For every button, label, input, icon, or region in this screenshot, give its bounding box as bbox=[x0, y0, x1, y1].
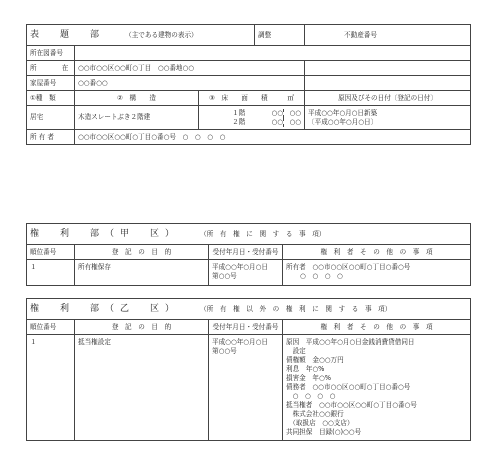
floor2-row bbox=[202, 118, 301, 127]
hyodai-header bbox=[27, 25, 255, 46]
otsuku-line: 抵当権者 ○○市○○区○○町○丁目○番○号 bbox=[286, 401, 417, 409]
kouku-col-junni: 順位番号 bbox=[27, 245, 75, 260]
hyodai-title: 表 題 部 bbox=[30, 29, 106, 40]
shozai-zu-value bbox=[75, 46, 471, 61]
genin-value bbox=[305, 106, 471, 130]
kouku-col-mokuteki: 登 記 の 目 的 bbox=[75, 245, 209, 260]
hyodai-subtitle: （主である建物の表示） bbox=[125, 30, 198, 39]
otsuku-subtitle: （所 有 権 以 外 の 権 利 に 関 す る 事 項） bbox=[200, 304, 392, 313]
floor2-decimal: ○○ bbox=[283, 118, 301, 127]
fudosan-bango-label: 不動産番号 bbox=[344, 30, 377, 39]
kouku-title: 権 利 部（甲 区） bbox=[30, 228, 181, 239]
owner-label: 所 有 者 bbox=[27, 130, 75, 145]
kouku-uketsuke-number: 第○○号 bbox=[212, 272, 237, 280]
col-menseki: ③ 床 面 積 ㎡ bbox=[199, 91, 305, 106]
floor1-row bbox=[202, 109, 301, 118]
kouku-col-kenrisha: 権 利 者 そ の 他 の 事 項 bbox=[283, 245, 471, 260]
otsuku-header bbox=[27, 299, 471, 320]
otsuku-line: 債務者 ○○市○○区○○町○丁目○番○号 bbox=[286, 383, 411, 391]
owner-value: ○○市○○区○○町○丁目○番○号 ○ ○ ○ ○ bbox=[75, 130, 471, 145]
otsuku-row-junni: １ bbox=[27, 335, 75, 441]
col-shurui: ①種 類 bbox=[27, 91, 75, 106]
kouku-table bbox=[26, 223, 471, 286]
col-genin: 原因及びその日付〔登記の日付〕 bbox=[305, 91, 471, 106]
genin-line-2: 〔平成○○年○月○日〕 bbox=[308, 117, 378, 126]
otsuku-line: 債権額 金○○万円 bbox=[286, 356, 344, 364]
otsuku-uketsuke-date: 平成○○年○月○日 bbox=[212, 338, 268, 346]
otsuku-line: （取扱店 ○○支店） bbox=[286, 419, 354, 427]
kaoku-remarks bbox=[305, 76, 471, 91]
col-kozo: ② 構 造 bbox=[75, 91, 199, 106]
floor2-value: ○○ bbox=[271, 117, 283, 126]
otsuku-table bbox=[26, 298, 471, 441]
otsuku-line: 共同担保 目録(○)○○号 bbox=[286, 428, 362, 436]
floor2-label: ２階 bbox=[232, 117, 246, 126]
otsuku-line: 設定 bbox=[286, 347, 306, 355]
otsuku-col-mokuteki: 登 記 の 目 的 bbox=[75, 320, 209, 335]
kouku-kenrisha-line-2: ○ ○ ○ ○ bbox=[300, 272, 343, 280]
shozai-label: 所 在 bbox=[27, 61, 75, 76]
kouku-row-kenrisha bbox=[283, 260, 471, 286]
otsuku-line: 株式会社○○銀行 bbox=[286, 410, 344, 418]
kozo-value: 木造スレートぶき２階建 bbox=[75, 106, 199, 130]
otsuku-line: ○ ○ ○ ○ bbox=[286, 392, 336, 400]
otsuku-line: 損害金 年○% bbox=[286, 374, 331, 382]
floor1-value: ○○ bbox=[271, 108, 283, 117]
shozai-value: ○○市○○区○○町○丁目 ○○番地○○ bbox=[75, 61, 305, 76]
menseki-cell bbox=[199, 106, 305, 130]
otsuku-row-mokuteki: 抵当権設定 bbox=[75, 335, 209, 441]
shozai-remarks bbox=[305, 61, 471, 76]
otsuku-line: 原因 平成○○年○月○日金銭消費貸借同日 bbox=[286, 338, 415, 346]
floor1-decimal: ○○ bbox=[283, 109, 301, 118]
otsuku-row-kenrisha bbox=[283, 335, 471, 441]
shozai-zu-label: 所在図番号 bbox=[27, 46, 75, 61]
otsuku-col-kenrisha: 権 利 者 そ の 他 の 事 項 bbox=[283, 320, 471, 335]
hyodai-table bbox=[26, 24, 471, 145]
otsuku-line: 利息 年○% bbox=[286, 365, 325, 373]
chousei-label: 調整 bbox=[255, 25, 305, 46]
kouku-row-junni: １ bbox=[27, 260, 75, 286]
kouku-header bbox=[27, 224, 471, 245]
otsuku-col-junni: 順位番号 bbox=[27, 320, 75, 335]
kaoku-label: 家屋番号 bbox=[27, 76, 75, 91]
kaoku-value: ○○番○○ bbox=[75, 76, 305, 91]
shurui-value: 居宅 bbox=[27, 106, 75, 130]
kouku-col-uketsuke: 受付年月日・受付番号 bbox=[209, 245, 283, 260]
otsuku-uketsuke-number: 第○○号 bbox=[212, 347, 237, 355]
floor1-label: １階 bbox=[232, 108, 246, 117]
otsuku-col-uketsuke: 受付年月日・受付番号 bbox=[209, 320, 283, 335]
kouku-subtitle: （所 有 権 に 関 す る 事 項） bbox=[200, 229, 326, 238]
genin-line-1: 平成○○年○月○日新築 bbox=[308, 108, 378, 117]
otsuku-title: 権 利 部（乙 区） bbox=[30, 303, 181, 314]
kouku-uketsuke-date: 平成○○年○月○日 bbox=[212, 263, 268, 271]
otsuku-row-uketsuke bbox=[209, 335, 283, 441]
kouku-kenrisha-line-1: 所有者 ○○市○○区○○町○丁目○番○号 bbox=[286, 263, 411, 271]
kouku-row-uketsuke bbox=[209, 260, 283, 286]
kouku-row-mokuteki: 所有権保存 bbox=[75, 260, 209, 286]
fudosan-bango-cell bbox=[305, 25, 471, 46]
